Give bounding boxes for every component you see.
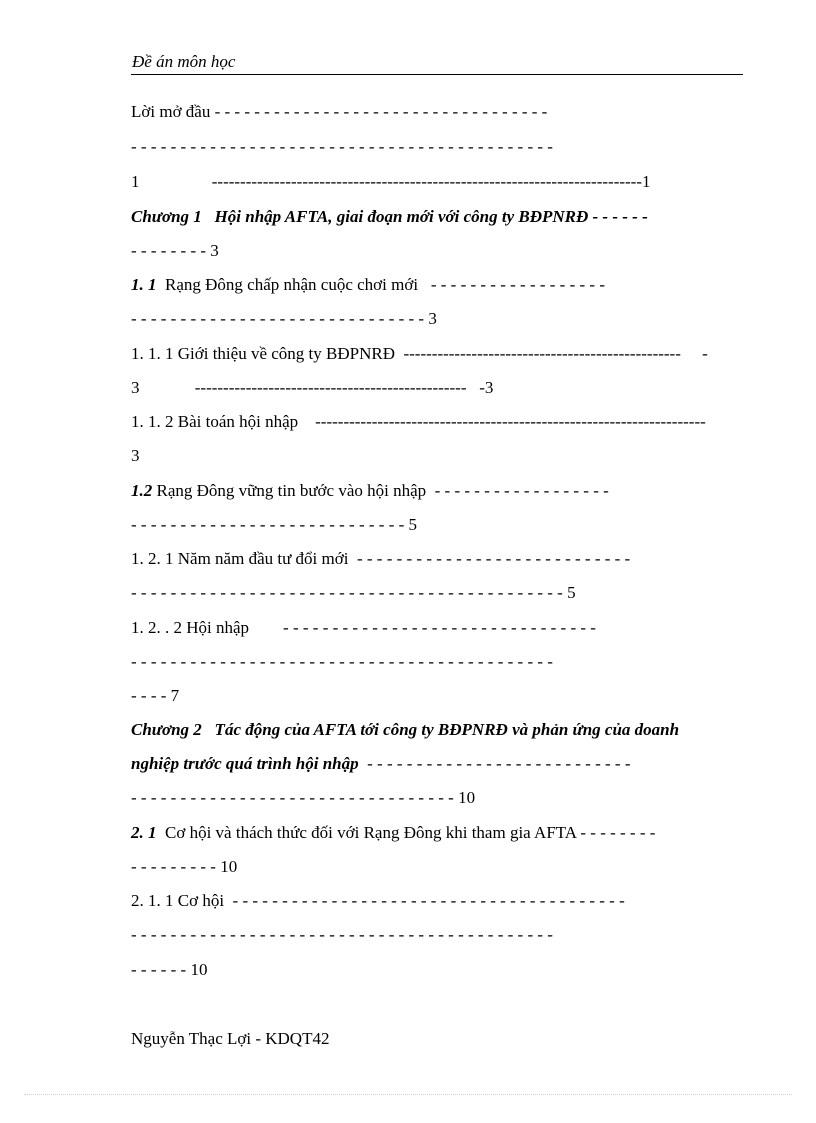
toc-section-2-1-page: - - - - - - - - - 10 [131, 857, 238, 876]
toc-chapter-2-leader: - - - - - - - - - - - - - - - - - - - - - - - - - - - [358, 754, 631, 773]
toc-section-1-2-1-page: - - - - - - - - - - - - - - - - - - - - - - - - - - - - - - - - - - - - - - - - - - - - 5 [131, 583, 576, 602]
header-divider [131, 74, 743, 75]
toc-chapter-2-title-cont: nghiệp trước quá trình hội nhập [131, 754, 359, 773]
toc-section-1-1-1-page: 3 ------------------------------------------------ -3 [131, 378, 494, 397]
toc-section-1-1-2-page: 3 [131, 446, 140, 465]
toc-section-1-1 [131, 275, 605, 295]
toc-section-2-1-1-page: - - - - - - 10 [131, 960, 208, 979]
toc-section-2-1-number: 2. 1 [131, 823, 157, 842]
toc-section-2-1-title: Cơ hội và thách thức đối với Rạng Đông khi tham gia AFTA - - - - - - - - [156, 823, 656, 842]
toc-section-1-2-2-cont: - - - - - - - - - - - - - - - - - - - - - - - - - - - - - - - - - - - - - - - - - - - [131, 652, 553, 671]
toc-section-1-2-2: 1. 2. . 2 Hội nhập - - - - - - - - - - - - - - - - - - - - - - - - - - - - - - - - [131, 618, 596, 637]
toc-section-1-2-2-page: - - - - 7 [131, 686, 180, 705]
toc-section-2-1 [131, 823, 655, 843]
toc-section-2-1-1-cont: - - - - - - - - - - - - - - - - - - - - - - - - - - - - - - - - - - - - - - - - - - - [131, 925, 553, 944]
toc-section-1-2-page: - - - - - - - - - - - - - - - - - - - - - - - - - - - - 5 [131, 515, 418, 534]
toc-section-1-1-page: - - - - - - - - - - - - - - - - - - - - - - - - - - - - - - 3 [131, 309, 437, 328]
page-bottom-edge [24, 1094, 792, 1095]
toc-intro-page: 1 ----------------------------------------------------------------------------1 [131, 172, 651, 191]
toc-section-1-2 [131, 481, 609, 501]
toc-chapter-2: Chương 2 Tác động của AFTA tới công ty BĐPNRĐ và phản ứng của doanh [131, 720, 680, 739]
page-header-title: Đề án môn học [132, 52, 236, 71]
toc-section-1-2-title: Rạng Đông vững tin bước vào hội nhập - - - - - - - - - - - - - - - - - - [152, 481, 609, 500]
page-footer-author: Nguyễn Thạc Lợi - KDQT42 [131, 1029, 330, 1048]
toc-section-1-1-2: 1. 1. 2 Bài toán hội nhập --------------------------------------------------------------------- [131, 412, 706, 431]
toc-section-1-1-title: Rạng Đông chấp nhận cuộc chơi mới - - - - - - - - - - - - - - - - - - [156, 275, 605, 294]
toc-section-1-1-1: 1. 1. 1 Giới thiệu về công ty BĐPNRĐ ------------------------------------------------- - [131, 344, 708, 363]
toc-chapter-2-page: - - - - - - - - - - - - - - - - - - - - - - - - - - - - - - - - - 10 [131, 788, 476, 807]
toc-intro-cont: - - - - - - - - - - - - - - - - - - - - - - - - - - - - - - - - - - - - - - - - - - - [131, 137, 553, 156]
toc-chapter-2-cont [131, 754, 631, 774]
toc-section-2-1-1: 2. 1. 1 Cơ hội - - - - - - - - - - - - - - - - - - - - - - - - - - - - - - - - - - - - - - - - [131, 891, 625, 910]
toc-section-1-2-number: 1.2 [131, 481, 153, 500]
toc-section-1-2-1: 1. 2. 1 Năm năm đầu tư đổi mới - - - - - - - - - - - - - - - - - - - - - - - - - - - - [131, 549, 631, 568]
toc-chapter-1-page: - - - - - - - - 3 [131, 241, 219, 260]
toc-chapter-1: Chương 1 Hội nhập AFTA, giai đoạn mới với công ty BĐPNRĐ - - - - - - [131, 207, 648, 226]
toc-intro: Lời mở đầu - - - - - - - - - - - - - - - - - - - - - - - - - - - - - - - - - - [131, 102, 548, 121]
toc-section-1-1-number: 1. 1 [131, 275, 157, 294]
